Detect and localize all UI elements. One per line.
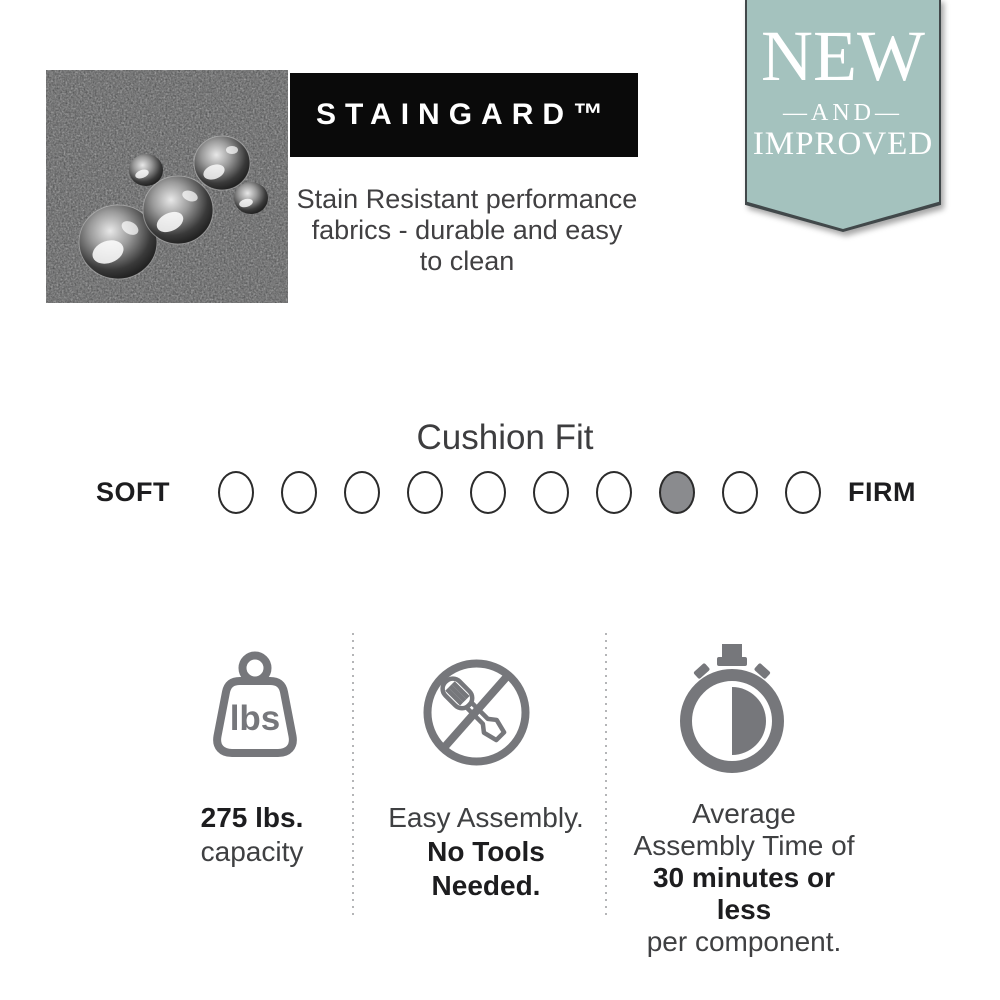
fabric-photo-art <box>46 70 288 303</box>
assembly-time-text <box>622 798 866 958</box>
scale-label-soft: SOFT <box>96 477 170 507</box>
assembly-time-line: Average <box>692 798 796 829</box>
easy-assembly-text <box>374 801 598 903</box>
cushion-scale-dot-4 <box>407 471 443 514</box>
ribbon-line-and: —AND— <box>783 100 903 126</box>
staingard-badge-text: STAINGARD™ <box>315 98 613 131</box>
cushion-scale-dot-8 <box>659 471 695 514</box>
staingard-description-line: to clean <box>419 246 515 276</box>
easy-assembly-line: Needed. <box>431 870 541 901</box>
weight-icon-label: lbs <box>229 699 281 738</box>
staingard-description-line: fabrics - durable and easy <box>311 215 623 245</box>
cushion-scale-dot-10 <box>785 471 821 514</box>
cushion-scale-dot-6 <box>533 471 569 514</box>
staingard-description <box>293 184 641 277</box>
cushion-scale-dot-5 <box>470 471 506 514</box>
staingard-banner <box>290 73 638 157</box>
staingard-description-line: Stain Resistant performance <box>296 184 638 214</box>
cushion-fit-title: Cushion Fit <box>416 418 594 457</box>
no-tools-icon <box>420 656 533 774</box>
fabric-droplets-photo <box>46 70 288 303</box>
capacity-line: capacity <box>200 836 304 867</box>
capacity-text <box>140 801 364 869</box>
cushion-scale-dot-2 <box>281 471 317 514</box>
weight-icon <box>203 650 307 769</box>
column-divider <box>605 633 607 915</box>
assembly-time-line: 30 minutes or less <box>652 862 836 925</box>
column-divider <box>352 633 354 915</box>
assembly-time-line: per component. <box>646 926 842 957</box>
easy-assembly-line: No Tools <box>427 836 545 867</box>
new-improved-ribbon <box>745 0 941 232</box>
cushion-scale-dot-3 <box>344 471 380 514</box>
ribbon-text <box>745 0 941 232</box>
cushion-scale <box>218 471 821 514</box>
cushion-scale-dot-7 <box>596 471 632 514</box>
capacity-line: 275 lbs. <box>200 802 304 833</box>
assembly-time-line: Assembly Time of <box>633 830 855 861</box>
cushion-scale-dot-9 <box>722 471 758 514</box>
cushion-scale-dot-1 <box>218 471 254 514</box>
scale-label-firm: FIRM <box>848 477 916 507</box>
ribbon-line-new: NEW <box>761 16 925 96</box>
ribbon-line-improved: IMPROVED <box>752 126 934 162</box>
easy-assembly-line: Easy Assembly. <box>388 802 584 833</box>
stopwatch-icon <box>680 644 784 779</box>
